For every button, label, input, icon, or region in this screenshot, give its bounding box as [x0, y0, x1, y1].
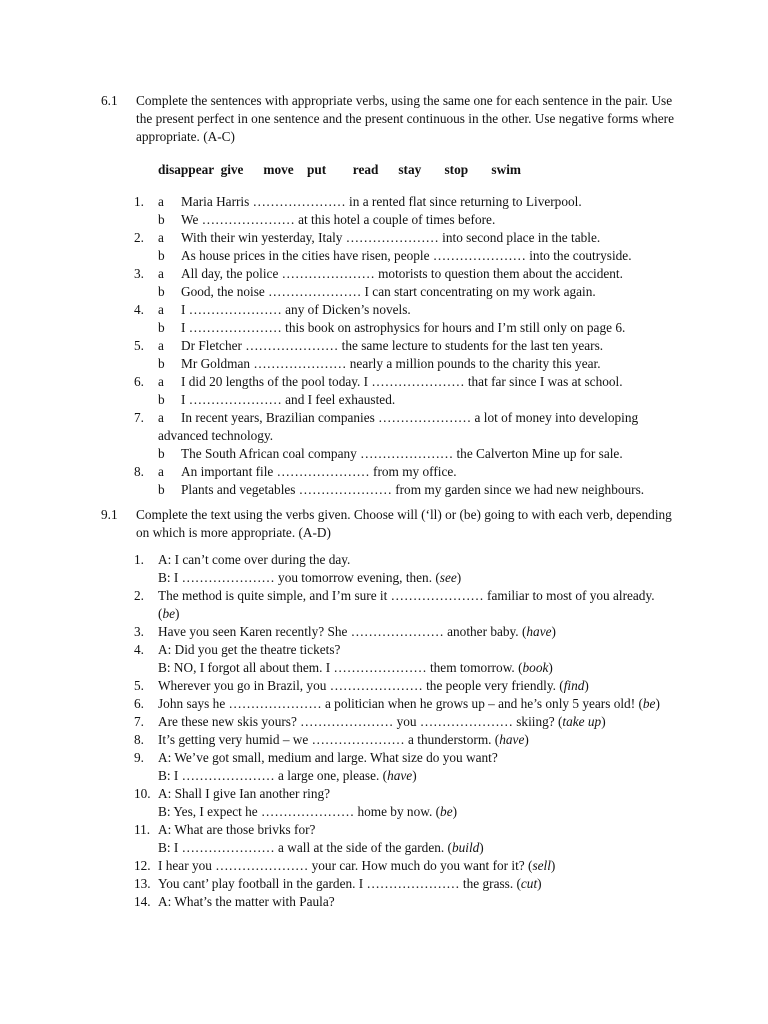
item-letter: b — [158, 320, 165, 335]
item-sentence: I ………………… and I feel exhausted. — [181, 392, 396, 407]
verb-hint: book — [522, 660, 549, 675]
item-sentence — [158, 569, 461, 587]
item-sentence — [158, 785, 330, 803]
list-item — [0, 587, 768, 605]
item-sentence: Plants and vegetables ………………… from my garden since we had new neighbours. — [181, 482, 645, 497]
item-number: 5. — [134, 338, 144, 353]
item-sentence — [158, 551, 350, 569]
verb-hint: be — [642, 696, 656, 711]
list-item — [0, 247, 768, 265]
closing-paren: ) — [412, 768, 417, 783]
item-number: 7. — [134, 410, 144, 425]
list-item — [0, 695, 768, 713]
verb-hint: see — [439, 570, 457, 585]
list-item — [0, 463, 768, 481]
list-item — [0, 857, 768, 875]
item-sentence: All day, the police ………………… motorists to question them about the accident. — [181, 266, 623, 281]
item-number: 1. — [134, 194, 144, 209]
closing-paren: ) — [584, 678, 589, 693]
item-letter: b — [158, 392, 165, 407]
item-sentence: As house prices in the cities have risen, people ………………… into the coutryside. — [181, 248, 632, 263]
item-letter: b — [158, 284, 165, 299]
sentence-text: A: Did you get the theatre tickets? — [158, 642, 341, 657]
item-sentence — [158, 659, 553, 677]
item-number: 8. — [134, 464, 144, 479]
exercise-6-1-items — [0, 193, 768, 499]
closing-paren: ) — [548, 660, 553, 675]
item-letter: a — [158, 374, 164, 389]
sentence-text: Have you seen Karen recently? She ………………… another baby. ( — [158, 624, 527, 639]
list-item — [0, 659, 768, 677]
list-item — [0, 445, 768, 463]
list-item — [0, 551, 768, 569]
item-number: 3. — [134, 624, 144, 639]
sentence-text: I hear you ………………… your car. How much do you want for it? ( — [158, 858, 533, 873]
item-sentence — [158, 875, 542, 893]
item-sentence: Good, the noise ………………… I can start concentrating on my work again. — [181, 284, 596, 299]
item-letter: b — [158, 212, 165, 227]
item-number: 2. — [134, 230, 144, 245]
closing-paren: ) — [551, 624, 556, 639]
item-sentence — [158, 821, 315, 839]
item-sentence: Mr Goldman ………………… nearly a million pounds to the charity this year. — [181, 356, 601, 371]
item-sentence: I ………………… any of Dicken’s novels. — [181, 302, 411, 317]
item-number: 13. — [134, 876, 151, 891]
item-number: 7. — [134, 714, 144, 729]
item-sentence — [158, 587, 655, 605]
list-item — [0, 193, 768, 211]
item-sentence — [158, 605, 179, 623]
item-sentence — [158, 893, 335, 911]
item-number: 5. — [134, 678, 144, 693]
sentence-text: A: What’s the matter with Paula? — [158, 894, 335, 909]
list-item — [0, 319, 768, 337]
item-number: 3. — [134, 266, 144, 281]
item-letter: b — [158, 356, 165, 371]
list-item — [0, 427, 768, 445]
item-sentence — [158, 695, 660, 713]
item-number: 14. — [134, 894, 151, 909]
verb-hint: take up — [562, 714, 602, 729]
verb-hint: find — [563, 678, 585, 693]
item-number: 11. — [134, 822, 151, 837]
item-letter: a — [158, 266, 164, 281]
item-letter: b — [158, 248, 165, 263]
sentence-text: B: Yes, I expect he ………………… home by now. ( — [158, 804, 441, 819]
item-sentence: Maria Harris ………………… in a rented flat since returning to Liverpool. — [181, 194, 582, 209]
item-number: 6. — [134, 696, 144, 711]
verb-hint: have — [526, 624, 552, 639]
item-sentence: The South African coal company ………………… the Calverton Mine up for sale. — [181, 446, 623, 461]
sentence-text: Are these new skis yours? ………………… you ………………… skiing? ( — [158, 714, 563, 729]
sentence-text: A: Shall I give Ian another ring? — [158, 786, 331, 801]
list-item — [0, 229, 768, 247]
list-item — [0, 481, 768, 499]
closing-paren: ) — [537, 876, 542, 891]
verb-hint: be — [162, 606, 175, 621]
item-sentence — [158, 839, 484, 857]
sentence-text: B: NO, I forgot all about them. I ………………… them tomorrow. ( — [158, 660, 523, 675]
list-item — [0, 785, 768, 803]
sentence-text: B: I ………………… a large one, please. ( — [158, 768, 388, 783]
item-letter: a — [158, 464, 164, 479]
item-number: 2. — [134, 588, 144, 603]
list-item — [0, 301, 768, 319]
closing-paren: ) — [175, 606, 180, 621]
list-item — [0, 767, 768, 785]
sentence-text: A: We’ve got small, medium and large. What size do you want? — [158, 750, 498, 765]
list-item — [0, 803, 768, 821]
item-sentence: I ………………… this book on astrophysics for hours and I’m still only on page 6. — [181, 320, 626, 335]
list-item — [0, 731, 768, 749]
list-item — [0, 749, 768, 767]
closing-paren: ) — [524, 732, 529, 747]
exercise-number: 6.1 — [101, 93, 118, 108]
item-sentence — [158, 677, 589, 695]
list-item — [0, 211, 768, 229]
list-item — [0, 391, 768, 409]
item-number: 4. — [134, 302, 144, 317]
exercise-9-1-items — [0, 551, 768, 911]
item-sentence: An important file ………………… from my office. — [181, 464, 457, 479]
list-item — [0, 605, 768, 623]
item-sentence — [158, 623, 556, 641]
verb-word-box: disappear give move put read stay stop swim — [158, 162, 521, 177]
item-letter: a — [158, 230, 164, 245]
item-letter: a — [158, 410, 164, 425]
sentence-text: B: I ………………… a wall at the side of the garden. ( — [158, 840, 452, 855]
item-number: 12. — [134, 858, 151, 873]
item-number: 10. — [134, 786, 151, 801]
item-letter: a — [158, 338, 164, 353]
exercise-instruction: Complete the sentences with appropriate verbs, using the same one for each sentence in the pair. Use the present perfect in one sentence and the present continuous in the other. Use negative forms where appropriate. (A-C) — [136, 93, 674, 144]
list-item — [0, 283, 768, 301]
item-sentence — [158, 857, 555, 875]
list-item — [0, 821, 768, 839]
list-item — [0, 623, 768, 641]
sentence-text: John says he ………………… a politician when he grows up – and he’s only 5 years old! ( — [158, 696, 643, 711]
item-number: 4. — [134, 642, 144, 657]
sentence-text: ( — [158, 606, 163, 621]
list-item — [0, 265, 768, 283]
list-item — [0, 355, 768, 373]
exercise-instruction: Complete the text using the verbs given. Choose will (‘ll) or (be) going to with each verb, depending on which is more appropriate. (A-D) — [136, 507, 672, 540]
verb-hint: have — [499, 732, 525, 747]
sentence-text: B: I ………………… you tomorrow evening, then. ( — [158, 570, 440, 585]
sentence-text: The method is quite simple, and I’m sure it ………………… familiar to most of you already. — [158, 588, 655, 603]
list-item — [0, 875, 768, 893]
verb-hint: be — [440, 804, 453, 819]
closing-paren: ) — [452, 804, 458, 819]
verb-hint: have — [387, 768, 413, 783]
item-number: 9. — [134, 750, 144, 765]
item-sentence: In recent years, Brazilian companies ………………… a lot of money into developing — [181, 410, 639, 425]
item-number: 6. — [134, 374, 144, 389]
list-item — [0, 641, 768, 659]
item-sentence: Dr Fletcher ………………… the same lecture to students for the last ten years. — [181, 338, 604, 353]
item-sentence: I did 20 lengths of the pool today. I ………………… that far since I was at school. — [181, 374, 623, 389]
list-item — [0, 373, 768, 391]
item-sentence: With their win yesterday, Italy ………………… into second place in the table. — [181, 230, 601, 245]
exercise-number: 9.1 — [101, 507, 118, 522]
list-item — [0, 409, 768, 427]
item-sentence — [158, 803, 457, 821]
item-sentence — [158, 641, 340, 659]
item-sentence — [158, 767, 417, 785]
list-item — [0, 893, 768, 911]
list-item — [0, 337, 768, 355]
sentence-text: It’s getting very humid – we ………………… a thunderstorm. ( — [158, 732, 500, 747]
list-item — [0, 569, 768, 587]
item-sentence — [158, 731, 529, 749]
item-number: 1. — [134, 552, 144, 567]
closing-paren: ) — [550, 858, 556, 873]
item-sentence — [158, 749, 498, 767]
list-item — [0, 839, 768, 857]
sentence-text: A: What are those brivks for? — [158, 822, 316, 837]
sentence-text: You cant’ play football in the garden. I ………………… the grass. ( — [158, 876, 521, 891]
item-number: 8. — [134, 732, 144, 747]
sentence-text: A: I can’t come over during the day. — [158, 552, 351, 567]
list-item — [0, 677, 768, 695]
verb-hint: sell — [532, 858, 551, 873]
closing-paren: ) — [601, 714, 606, 729]
item-sentence — [158, 713, 606, 731]
list-item — [0, 713, 768, 731]
sentence-text: Wherever you go in Brazil, you ………………… the people very friendly. ( — [158, 678, 564, 693]
item-continuation: advanced technology. — [158, 428, 274, 443]
item-letter: a — [158, 194, 164, 209]
item-sentence: We ………………… at this hotel a couple of times before. — [181, 212, 496, 227]
item-letter: a — [158, 302, 164, 317]
verb-hint: cut — [520, 876, 538, 891]
item-letter: b — [158, 446, 165, 461]
closing-paren: ) — [479, 840, 484, 855]
closing-paren: ) — [456, 570, 462, 585]
closing-paren: ) — [655, 696, 660, 711]
item-letter: b — [158, 482, 165, 497]
verb-hint: build — [451, 840, 480, 855]
